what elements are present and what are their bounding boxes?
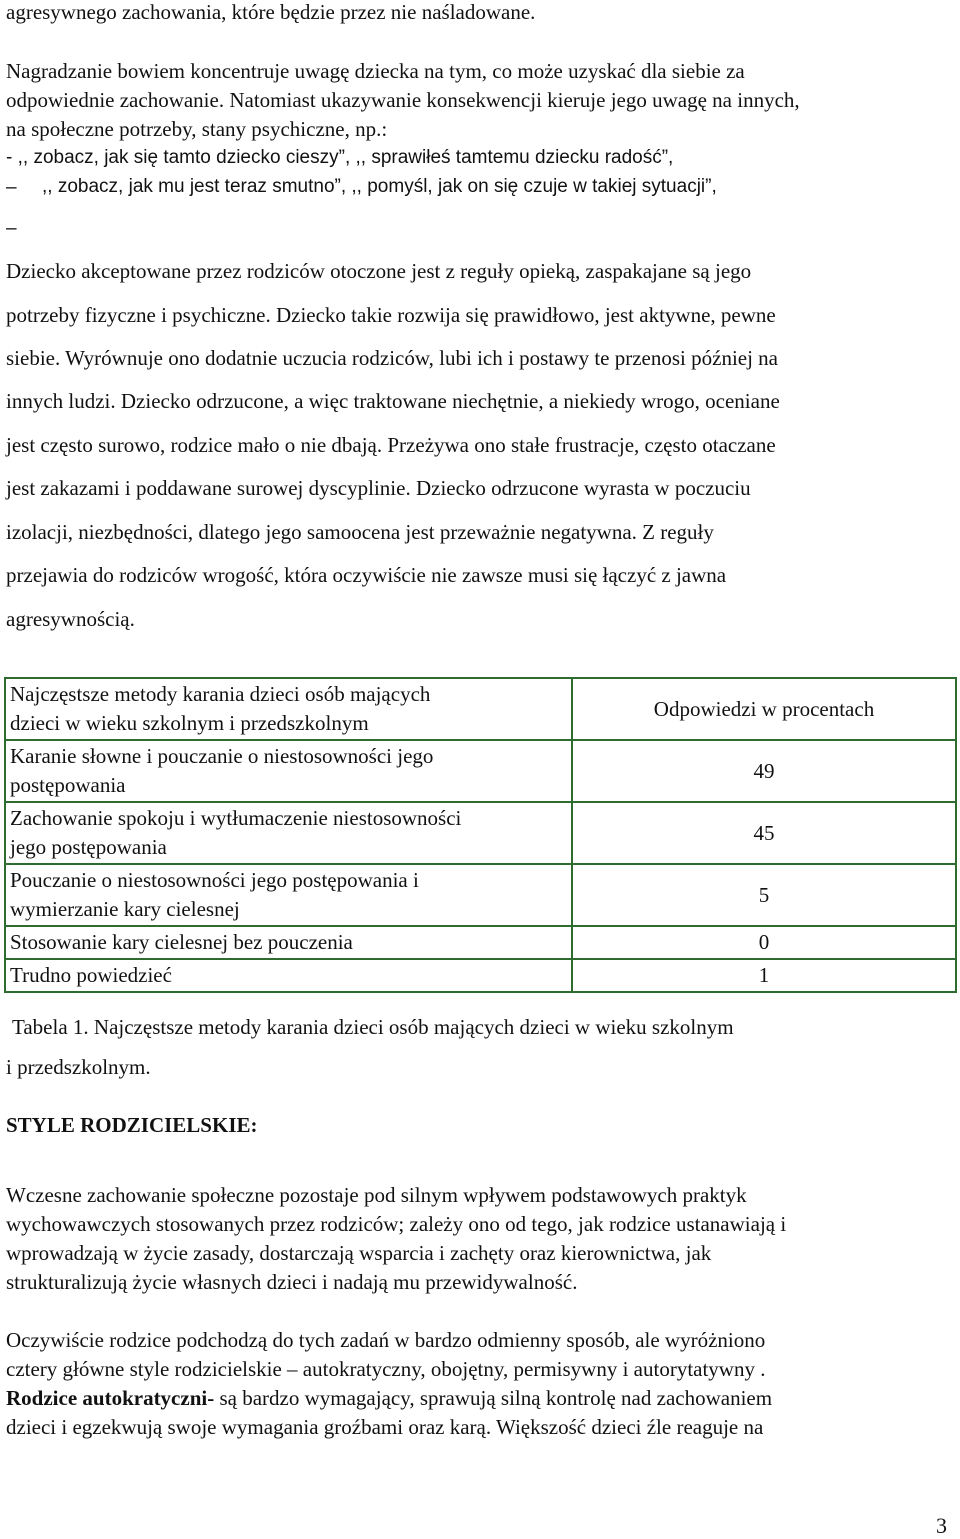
text-span: są bardzo wymagający, sprawują silną kontrolę nad zachowaniem [214, 1386, 773, 1410]
table-row [5, 740, 956, 802]
dash-marker: – [6, 177, 17, 198]
text-line: dzieci i egzekwują swoje wymagania groźbami oraz karą. Większość dzieci źle reaguje na [6, 1415, 764, 1439]
text-line [6, 1388, 772, 1409]
text-line: wychowawczych stosowanych przez rodziców; zależy ono od tego, jak rodzice ustanawiają i [6, 1212, 787, 1236]
percent-cell: 49 [572, 740, 956, 802]
method-cell: Stosowanie kary cielesnej bez pouczenia [5, 926, 572, 959]
section-heading: STYLE RODZICIELSKIE: [6, 1113, 258, 1137]
table-row [5, 864, 956, 926]
dash-marker: – [6, 218, 17, 239]
method-cell [5, 802, 572, 864]
method-cell [5, 740, 572, 802]
method-cell [5, 864, 572, 926]
percent-cell: 0 [572, 926, 956, 959]
text-line: strukturalizują życie własnych dzieci i nadają mu przewidywalność. [6, 1270, 578, 1294]
text-line: Oczywiście rodzice podchodzą do tych zadań w bardzo odmienny sposób, ale wyróżniono [6, 1328, 766, 1352]
example-line: - ,, zobacz, jak się tamto dziecko cieszy”, ,, sprawiłeś tamtemu dziecku radość”, [6, 147, 674, 168]
header-cell-percent: Odpowiedzi w procentach [572, 678, 956, 740]
text-line: jest często surowo, rodzice mało o nie dbają. Przeżywa ono stałe frustracje, często otaczane [6, 433, 776, 457]
bold-term: Rodzice autokratyczni- [6, 1386, 215, 1410]
text-line: jest zakazami i poddawane surowej dyscyplinie. Dziecko odrzucone wyrasta w poczuciu [6, 476, 751, 500]
cell-text: wymierzanie kary cielesnej [10, 897, 240, 921]
text-line: Dziecko akceptowane przez rodziców otoczone jest z reguły opieką, zaspakajane są jego [6, 259, 752, 283]
table-caption: i przedszkolnym. [6, 1055, 151, 1079]
method-cell: Trudno powiedzieć [5, 959, 572, 992]
example-line: ,, zobacz, jak mu jest teraz smutno”, ,, pomyśl, jak on się czuje w takiej sytuacji”, [42, 176, 717, 197]
header-text: Najczęstsze metody karania dzieci osób mających [10, 682, 431, 706]
cell-text: postępowania [10, 773, 126, 797]
text-line: Wczesne zachowanie społeczne pozostaje pod silnym wpływem podstawowych praktyk [6, 1183, 747, 1207]
text-line: siebie. Wyrównuje ono dodatnie uczucia rodziców, lubi ich i postawy te przenosi później na [6, 346, 779, 370]
text-line: Nagradzanie bowiem koncentruje uwagę dziecka na tym, co może uzyskać dla siebie za [6, 59, 745, 83]
text-line: odpowiednie zachowanie. Natomiast ukazywanie konsekwencji kieruje jego uwagę na innych, [6, 88, 800, 112]
page-number: 3 [936, 1513, 947, 1538]
header-cell-methods [5, 678, 572, 740]
table-row [5, 926, 956, 959]
table-row [5, 802, 956, 864]
cell-text: Karanie słowne i pouczanie o niestosowności jego [10, 744, 434, 768]
text-line: izolacji, niezbędności, dlatego jego samoocena jest przeważnie negatywna. Z reguły [6, 520, 714, 544]
percent-cell: 1 [572, 959, 956, 992]
header-text: dzieci w wieku szkolnym i przedszkolnym [10, 711, 369, 735]
text-line: przejawia do rodziców wrogość, która oczywiście nie zawsze musi się łączyć z jawna [6, 563, 727, 587]
table-caption: Tabela 1. Najczęstsze metody karania dzieci osób mających dzieci w wieku szkolnym [12, 1015, 734, 1039]
percent-cell: 45 [572, 802, 956, 864]
table-header-row [5, 678, 956, 740]
text-line: wprowadzają w życie zasady, dostarczają wsparcia i zachęty oraz kierownictwa, jak [6, 1241, 712, 1265]
text-line: agresywnego zachowania, które będzie przez nie naśladowane. [6, 0, 536, 24]
text-line: potrzeby fizyczne i psychiczne. Dziecko takie rozwija się prawidłowo, jest aktywne, pewne [6, 303, 776, 327]
text-line: innych ludzi. Dziecko odrzucone, a więc traktowane niechętnie, a niekiedy wrogo, oceniane [6, 389, 780, 413]
text-line: na społeczne potrzeby, stany psychiczne, np.: [6, 117, 388, 141]
cell-text: Zachowanie spokoju i wytłumaczenie niestosowności [10, 806, 462, 830]
cell-text: Pouczanie o niestosowności jego postępowania i [10, 868, 419, 892]
text-line: cztery główne style rodzicielskie – autokratyczny, obojętny, permisywny i autorytatywny . [6, 1357, 766, 1381]
cell-text: jego postępowania [10, 835, 167, 859]
punishment-methods-table [4, 677, 957, 993]
table-row [5, 959, 956, 992]
percent-cell: 5 [572, 864, 956, 926]
text-line: agresywnością. [6, 607, 135, 631]
